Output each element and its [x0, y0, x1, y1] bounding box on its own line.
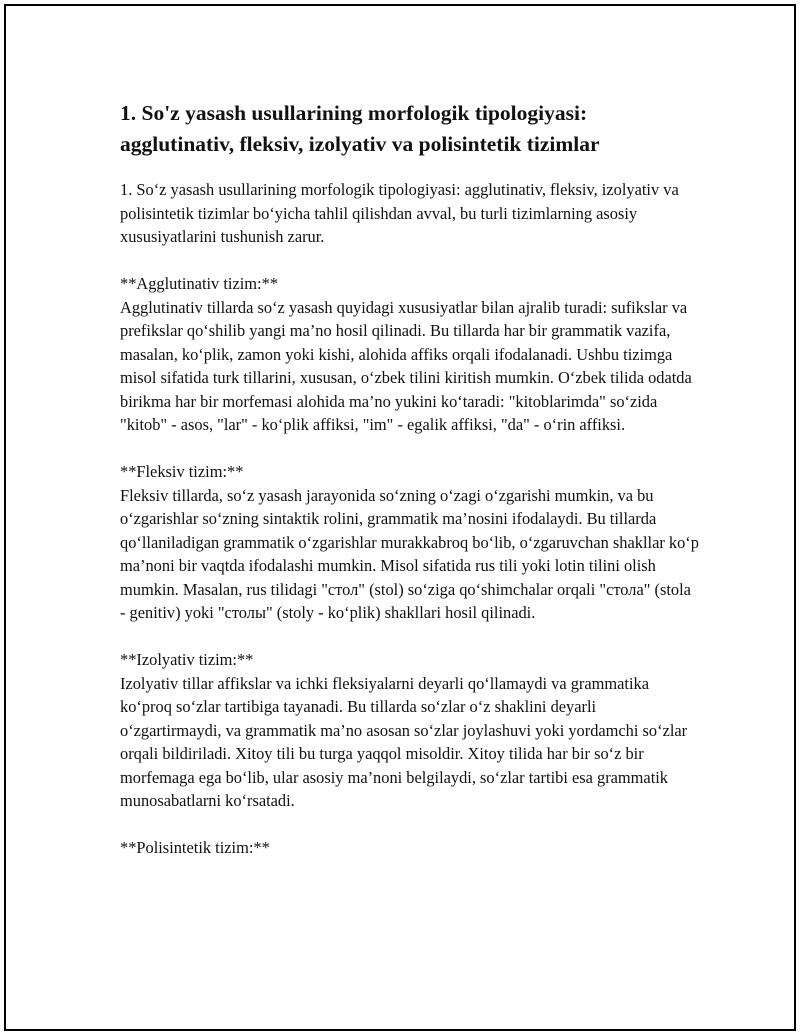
document-page [4, 4, 796, 1031]
paragraph-spacer [120, 813, 700, 837]
section-body-fleksiv: Fleksiv tillarda, so‘z yasash jarayonida so‘zning o‘zagi o‘zgarishi mumkin, va bu o‘zgarishlar so‘zning sintaktik rolini, grammatik ma’nosini ifodalaydi. Bu tillarda qo‘llaniladigan grammatik o‘zgarishlar murakkabroq bo‘lib, o‘zgaruvchan shakllar ko‘p ma’noni bir vaqtda ifodalashi mumkin. Misol sifatida rus tili yoki lotin tilini olish mumkin. Masalan, rus tilidagi "стол" (stol) so‘ziga qo‘shimchalar orqali "стола" (stola - genitiv) yoki "столы" (stoly - ko‘plik) shakllari hosil qilinadi. [120, 485, 699, 622]
intro-paragraph: 1. So‘z yasash usullarining morfologik tipologiyasi: agglutinativ, fleksiv, izolyativ va polisintetik tizimlar bo‘yicha tahlil qilishdan avval, bu turli tizimlarning asosiy xususiyatlarini tushunish zarur. [120, 180, 679, 246]
document-content [120, 98, 700, 860]
section-title-agglutinativ: **Agglutinativ tizim:** [120, 274, 278, 293]
paragraph-spacer [120, 249, 700, 273]
section-body-agglutinativ: Agglutinativ tillarda so‘z yasash quyidagi xususiyatlar bilan ajralib turadi: sufikslar va prefikslar qo‘shilib yangi ma’no hosil qilinadi. Bu tillarda har bir grammatik vazifa, masalan, ko‘plik, zamon yoki kishi, alohida affiks orqali ifodalanadi. Ushbu tizimga misol sifatida turk tillarini, xususan, o‘zbek tilini kiritish mumkin. O‘zbek tilida odatda birikma har bir morfemasi alohida ma’no yukini ko‘taradi: "kitoblarimda" so‘zida "kitob" - asos, "lar" - ko‘plik affiksi, "im" - egalik affiksi, "da" - o‘rin affiksi. [120, 297, 692, 434]
section-title-izolyativ: **Izolyativ tizim:** [120, 650, 254, 669]
paragraph-spacer [120, 625, 700, 649]
paragraph-spacer [120, 437, 700, 461]
document-heading: 1. So'z yasash usullarining morfologik tipologiyasi: agglutinativ, fleksiv, izolyativ va polisintetik tizimlar [120, 101, 600, 156]
section-body-izolyativ: Izolyativ tillar affikslar va ichki fleksiyalarni deyarli qo‘llamaydi va grammatika ko‘proq so‘zlar tartibiga tayanadi. Bu tillarda so‘zlar o‘z shaklini deyarli o‘zgartirmaydi, va grammatik ma’no asosan so‘zlar joylashuvi yoki yordamchi so‘zlar orqali bildiriladi. Xitoy tili bu turga yaqqol misoldir. Xitoy tilida har bir so‘z bir morfemaga ega bo‘lib, ular asosiy ma’noni belgilaydi, so‘zlar tartibi esa grammatik munosabatlarni ko‘rsatadi. [120, 673, 688, 810]
section-title-fleksiv: **Fleksiv tizim:** [120, 462, 244, 481]
section-title-polisintetik: **Polisintetik tizim:** [120, 838, 270, 857]
